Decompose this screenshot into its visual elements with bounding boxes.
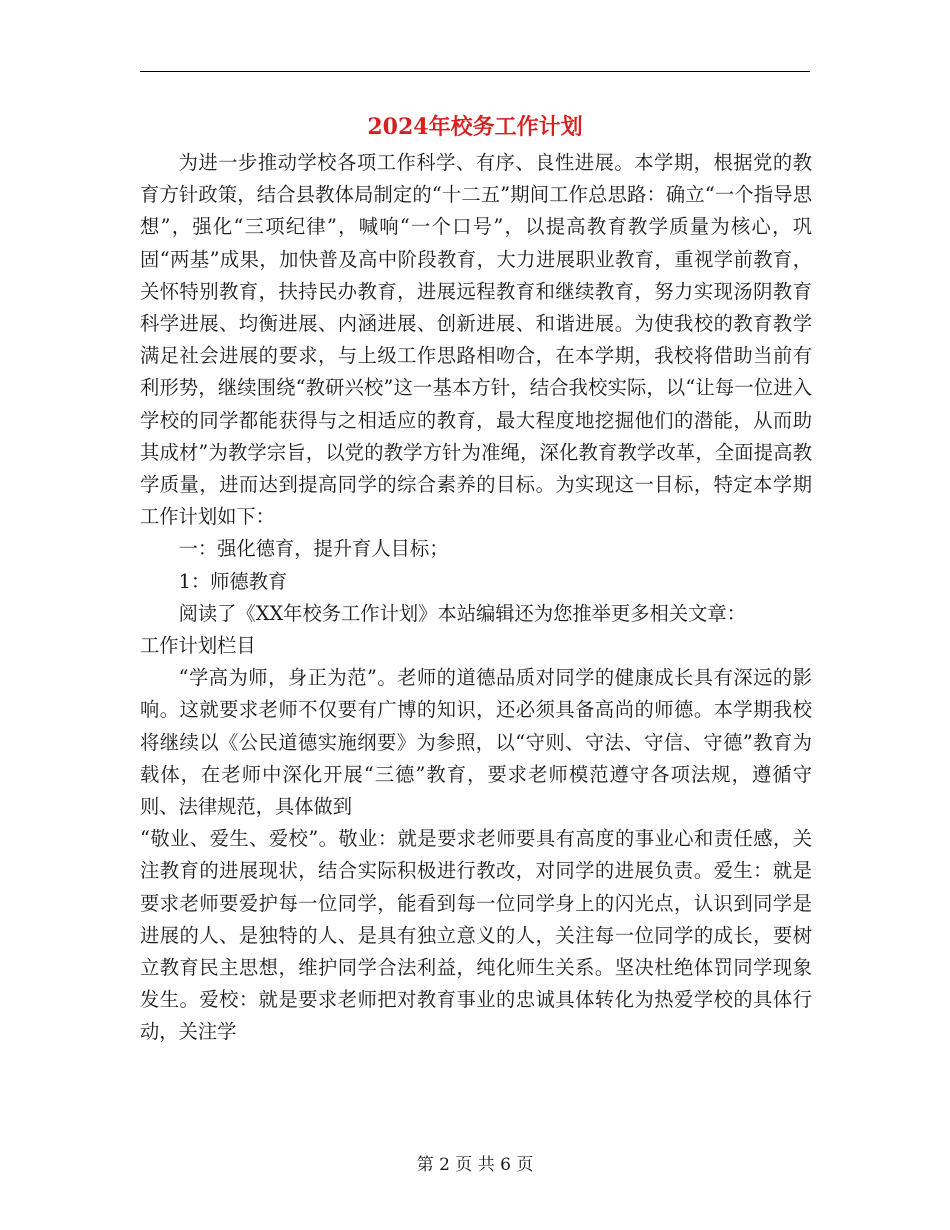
- paragraph-intro: 为进一步推动学校各项工作科学、有序、良性进展。本学期，根据党的教育方针政策，结合县教体局制定的“十二五”期间工作总思路：确立“一个指导思想”，强化“三项纪律”，喊响“一个口号”，以提高教育教学质量为核心，巩固“两基”成果，加快普及高中阶段教育，大力进展职业教育，重视学前教育，关怀特别教育，扶持民办教育，进展远程教育和继续教育，努力实现汤阴教育科学进展、均衡进展、内涵进展、创新进展、和谐进展。为使我校的教育教学满足社会进展的要求，与上级工作思路相吻合，在本学期，我校将借助当前有利形势，继续围绕“教研兴校”这一基本方针，结合我校实际，以“让每一位进入学校的同学都能获得与之相适应的教育，最大程度地挖掘他们的潜能，从而助其成材”为教学宗旨，以党的教学方针为准绳，深化教育教学改革，全面提高教学质量，进而达到提高同学的综合素养的目标。为实现这一目标，特定本学期工作计划如下：: [140, 151, 812, 529]
- paragraph-recommendation: 阅读了《XX年校务工作计划》本站编辑还为您推举更多相关文章：: [178, 601, 746, 625]
- paragraph-teacher-ethics: “学高为师，身正为范”。老师的道德品质对同学的健康成长具有深远的影响。这就要求老师不仅要有广博的知识，还必须具备高尚的师德。本学期我校将继续以《公民道德实施纲要》为参照，以“守则、守法、守信、守德”教育为载体，在老师中深化开展“三德”教育，要求老师模范遵守各项法规，遵循守则、法律规范，具体做到: [140, 666, 812, 819]
- paragraph-section-heading: 一：强化德育，提升育人目标；: [178, 537, 449, 561]
- document-body: [140, 147, 812, 1049]
- paragraph-subheading: 1：师德教育: [178, 569, 288, 593]
- paragraph-dedication: “敬业、爱生、爱校”。敬业：就是要求老师要具有高度的事业心和责任感，关注教育的进展现状，结合实际积极进行教改，对同学的进展负责。爱生：就是要求老师要爱护每一位同学，能看到每一位同学身上的闪光点，认识到同学是进展的人、是独特的人、是具有独立意义的人，关注每一位同学的成长，要树立教育民主思想，维护同学合法利益，纯化师生关系。坚决杜绝体罚同学现象发生。爱校：就是要求老师把对教育事业的忠诚具体转化为热爱学校的具体行动，关注学: [140, 827, 812, 1044]
- paragraph-column-link: 工作计划栏目: [140, 634, 256, 658]
- header-rule: [140, 71, 810, 72]
- document-title: 2024年校务工作计划: [367, 114, 583, 140]
- page-number: 第 2 页 共 6 页: [416, 1155, 534, 1175]
